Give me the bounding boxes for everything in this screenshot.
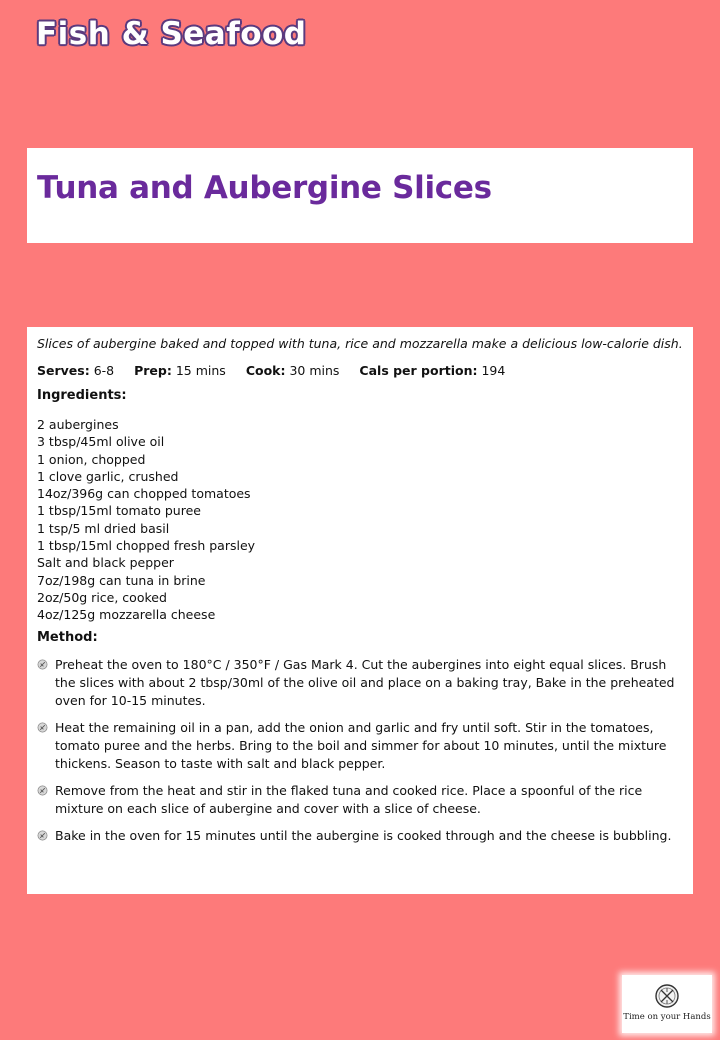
meta-cook: Cook: 30 mins — [245, 363, 340, 378]
method-step — [37, 656, 683, 710]
title-card — [27, 148, 693, 243]
ingredients-list — [37, 416, 683, 624]
method-step-text: Remove from the heat and stir in the flaked tuna and cooked rice. Place a spoonful of the rice mixture on each slice of aubergine and cover with a slice of cheese. — [55, 782, 643, 816]
method-step — [37, 782, 683, 818]
method-list — [37, 656, 683, 845]
bullet-icon — [37, 722, 48, 733]
method-step-text: Preheat the oven to 180°C / 350°F / Gas Mark 4. Cut the aubergines into eight equal slices. Brush the slices with about 2 tbsp/30ml of the olive oil and place on a baking tray, Bake in the preheated oven for 10-15 minutes. — [55, 656, 675, 708]
meta-label: Cook — [245, 363, 281, 378]
recipe-card — [27, 327, 693, 894]
method-heading: Method: — [37, 629, 98, 645]
ingredient-item: 1 tsp/5 ml dried basil — [37, 520, 170, 536]
ingredients-heading: Ingredients: — [37, 388, 127, 403]
ingredient-item: 1 tbsp/15ml tomato puree — [37, 503, 201, 519]
recipe-title: Tuna and Aubergine Slices — [37, 170, 492, 206]
method-step — [37, 719, 683, 773]
method-step-text: Bake in the oven for 15 minutes until the aubergine is cooked through and the cheese is bubbling. — [55, 827, 672, 843]
meta-prep: Prep: 15 mins — [134, 363, 226, 378]
ingredient-item: 1 tbsp/15ml chopped fresh parsley — [37, 538, 256, 554]
meta-serves: Serves: 6-8 — [37, 363, 115, 378]
meta-calories: Cals per portion: 194 — [359, 363, 506, 378]
ingredient-item: 3 tbsp/45ml olive oil — [37, 434, 165, 450]
meta-value: 15 mins — [175, 363, 226, 378]
ingredient-item: 2oz/50g rice, cooked — [37, 589, 167, 605]
method-step-text: Heat the remaining oil in a pan, add the onion and garlic and fry until soft. Stir in the tomatoes, tomato puree and the herbs. Bring to the boil and simmer for about 10 minutes, until the mixture thickens. Season to taste with salt and black pepper. — [55, 719, 667, 771]
ingredient-item: 4oz/125g mozzarella cheese — [37, 607, 216, 623]
meta-label: Serves — [37, 363, 85, 378]
ingredient-item: 14oz/396g can chopped tomatoes — [37, 486, 251, 502]
brand-logo — [622, 975, 712, 1033]
section-title: Fish & Seafood — [36, 16, 307, 52]
meta-value: 6-8 — [93, 363, 115, 378]
clock-hands-icon — [654, 983, 680, 1009]
meta-value: 30 mins — [289, 363, 340, 378]
bullet-icon — [37, 785, 48, 796]
recipe-meta — [37, 362, 683, 380]
recipe-intro: Slices of aubergine baked and topped with tuna, rice and mozzarella make a delicious low-calorie dish. — [37, 336, 683, 351]
brand-name: Time on your Hands — [623, 1012, 711, 1022]
method-step — [37, 827, 683, 845]
ingredient-item: 1 clove garlic, crushed — [37, 468, 179, 484]
ingredient-item: 7oz/198g can tuna in brine — [37, 572, 206, 588]
ingredient-item: 1 onion, chopped — [37, 451, 146, 467]
meta-label: Prep — [134, 363, 167, 378]
bullet-icon — [37, 830, 48, 841]
meta-label: Cals per portion — [359, 363, 473, 378]
bullet-icon — [37, 659, 48, 670]
ingredient-item: 2 aubergines — [37, 417, 119, 432]
meta-value: 194 — [481, 363, 506, 378]
ingredient-item: Salt and black pepper — [37, 555, 174, 571]
